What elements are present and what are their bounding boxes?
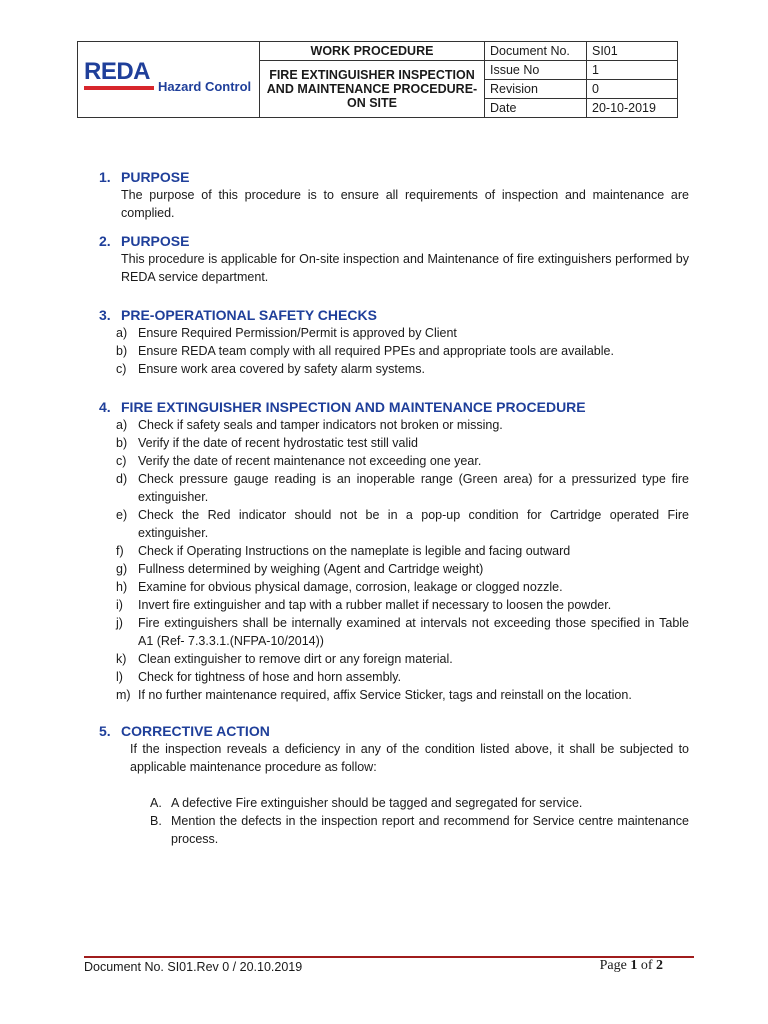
- footer-doc-ref: Document No. SI01.Rev 0 / 20.10.2019: [84, 960, 303, 974]
- list-item-text: Invert fire extinguisher and tap with a rubber mallet if necessary to loosen the powder.: [138, 598, 612, 612]
- logo-subtitle: Hazard Control: [158, 78, 252, 94]
- list-item: [99, 560, 689, 578]
- logo-red-bar: [84, 86, 154, 90]
- section-title: CORRECTIVE ACTION: [121, 723, 270, 739]
- list-item-text: Ensure work area covered by safety alarm systems.: [138, 362, 425, 376]
- section-text: If the inspection reveals a deficiency in any of the condition listed above, it shall be subjected to applicable maintenance procedure as follow:: [130, 742, 689, 774]
- section-number: 4.: [99, 399, 111, 415]
- list-item: [99, 614, 689, 650]
- page-current: 1: [630, 958, 638, 973]
- section-title: PURPOSE: [121, 169, 190, 185]
- section-title: FIRE EXTINGUISHER INSPECTION AND MAINTENANCE PROCEDURE: [121, 399, 586, 415]
- document-header-table: [77, 41, 678, 118]
- corrective-actions-list: [99, 794, 689, 848]
- list-item-text: If no further maintenance required, affix Service Sticker, tags and reinstall on the location.: [138, 688, 632, 702]
- logo-brand: REDA: [84, 57, 151, 85]
- list-marker: b): [116, 436, 128, 450]
- list-item-text: Ensure Required Permission/Permit is approved by Client: [138, 326, 457, 340]
- section-inspection-procedure: [99, 398, 689, 704]
- list-item-text: Examine for obvious physical damage, corrosion, leakage or clogged nozzle.: [138, 580, 563, 594]
- section-text: This procedure is applicable for On-site inspection and Maintenance of fire extinguishers performed by REDA service department.: [121, 252, 689, 284]
- list-item-text: Check if Operating Instructions on the nameplate is legible and facing outward: [138, 544, 571, 558]
- list-item-text: Clean extinguisher to remove dirt or any foreign material.: [138, 652, 453, 666]
- list-item-text: Verify the date of recent maintenance not exceeding one year.: [138, 454, 482, 468]
- list-item-text: A defective Fire extinguisher should be tagged and segregated for service.: [171, 796, 583, 810]
- list-item-text: Mention the defects in the inspection report and recommend for Service centre maintenance process.: [171, 814, 689, 846]
- footer-page-number: [600, 958, 663, 974]
- doc-title: FIRE EXTINGUISHER INSPECTION AND MAINTENANCE PROCEDURE- ON SITE: [260, 61, 485, 118]
- section-heading: [99, 398, 689, 416]
- section-number: 2.: [99, 233, 111, 249]
- list-item-text: Check for tightness of hose and horn assembly.: [138, 670, 402, 684]
- doc-type: WORK PROCEDURE: [260, 42, 485, 61]
- list-marker: b): [116, 344, 128, 358]
- list-item-text: Check the Red indicator should not be in a pop-up condition for Cartridge operated Fire extinguisher.: [138, 508, 689, 540]
- list-item: [99, 324, 689, 342]
- meta-key-date: Date: [485, 99, 587, 118]
- list-marker: h): [116, 580, 128, 594]
- list-item: [99, 360, 689, 378]
- list-item-text: Ensure REDA team comply with all required PPEs and appropriate tools are available.: [138, 344, 614, 358]
- list-marker: c): [116, 454, 127, 468]
- list-marker: g): [116, 562, 128, 576]
- list-marker: m): [116, 688, 131, 702]
- list-marker: B.: [150, 814, 162, 828]
- list-item-text: Check if safety seals and tamper indicators not broken or missing.: [138, 418, 503, 432]
- meta-value-revision: 0: [587, 80, 678, 99]
- reda-logo: [78, 44, 259, 116]
- safety-checks-list: [99, 324, 689, 378]
- list-marker: c): [116, 362, 127, 376]
- list-item-text: Verify if the date of recent hydrostatic test still valid: [138, 436, 418, 450]
- list-item: [99, 578, 689, 596]
- section-title: PRE-OPERATIONAL SAFETY CHECKS: [121, 307, 377, 323]
- of-word: of: [640, 958, 653, 973]
- list-item: [99, 596, 689, 614]
- section-heading: [99, 168, 689, 186]
- list-marker: a): [116, 418, 128, 432]
- inspection-steps-list: [99, 416, 689, 704]
- section-safety-checks: [99, 306, 689, 378]
- section-purpose-2: [99, 232, 689, 286]
- list-item: [99, 812, 689, 848]
- meta-value-document-no: SI01: [587, 42, 678, 61]
- list-item: [99, 452, 689, 470]
- section-heading: [99, 722, 689, 740]
- meta-key-document-no: Document No.: [485, 42, 587, 61]
- list-item: [99, 470, 689, 506]
- meta-key-issue-no: Issue No: [485, 61, 587, 80]
- section-heading: [99, 306, 689, 324]
- list-item: [99, 794, 689, 812]
- list-item-text: Fullness determined by weighing (Agent and Cartridge weight): [138, 562, 484, 576]
- page-total: 2: [656, 958, 663, 973]
- list-item: [99, 416, 689, 434]
- list-item: [99, 686, 689, 704]
- list-marker: A.: [150, 796, 162, 810]
- list-marker: f): [116, 544, 124, 558]
- list-item: [99, 650, 689, 668]
- section-title: PURPOSE: [121, 233, 190, 249]
- section-purpose-1: [99, 168, 689, 222]
- list-marker: l): [116, 670, 123, 684]
- page-word: Page: [599, 958, 627, 973]
- list-item: [99, 668, 689, 686]
- list-item: [99, 434, 689, 452]
- list-marker: i): [116, 598, 123, 612]
- meta-key-revision: Revision: [485, 80, 587, 99]
- logo-cell: [78, 42, 260, 118]
- meta-value-issue-no: 1: [587, 61, 678, 80]
- list-marker: j): [116, 616, 123, 630]
- section-text: The purpose of this procedure is to ensure all requirements of inspection and maintenance are complied.: [121, 188, 689, 220]
- section-corrective-action: [99, 722, 689, 848]
- list-item: [99, 342, 689, 360]
- section-number: 5.: [99, 723, 111, 739]
- section-number: 1.: [99, 169, 111, 185]
- list-marker: a): [116, 326, 128, 340]
- list-marker: e): [116, 508, 128, 522]
- list-item-text: Check pressure gauge reading is an inoperable range (Green area) for a pressurized type fire extinguisher.: [138, 472, 689, 504]
- section-heading: [99, 232, 689, 250]
- meta-value-date: 20-10-2019: [587, 99, 678, 118]
- list-item: [99, 506, 689, 542]
- list-marker: d): [116, 472, 128, 486]
- list-item-text: Fire extinguishers shall be internally examined at intervals not exceeding those specified in Table A1 (Ref- 7.3.3.1.(NFPA-10/2014)): [138, 616, 689, 648]
- list-marker: k): [116, 652, 127, 666]
- section-number: 3.: [99, 307, 111, 323]
- list-item: [99, 542, 689, 560]
